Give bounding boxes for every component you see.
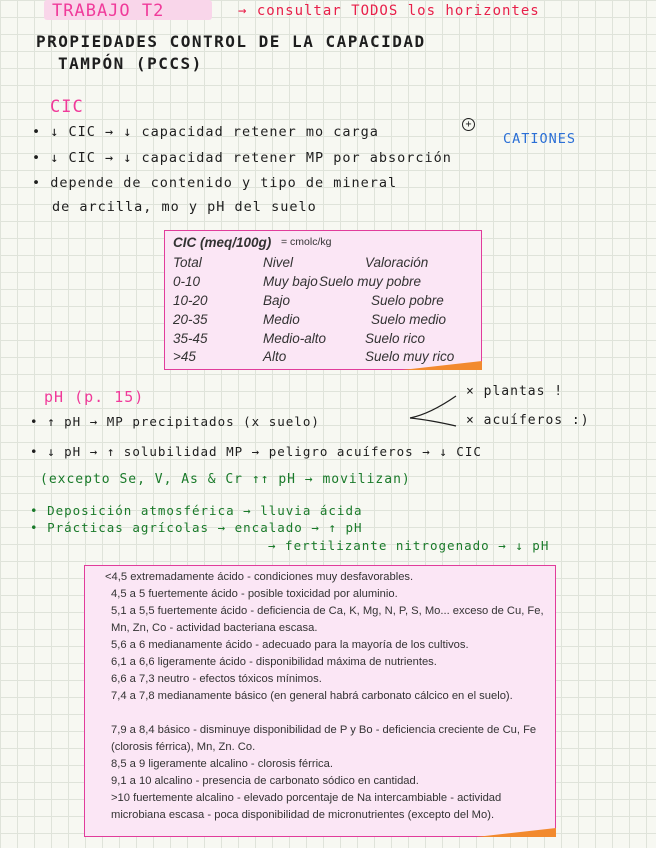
cic-cell-nivel: Alto bbox=[263, 349, 287, 364]
ph-branch-plantas: × plantas ! bbox=[466, 384, 564, 399]
cic-table-title-note: = cmolc/kg bbox=[281, 236, 332, 248]
cic-col-nivel: Nivel bbox=[263, 255, 294, 270]
table-corner-accent bbox=[476, 828, 556, 837]
bullet-dot: • bbox=[30, 414, 48, 429]
ph-table bbox=[84, 565, 556, 837]
cic-cell-total: >45 bbox=[173, 349, 196, 364]
cic-cell-valoracion: Suelo medio bbox=[371, 312, 447, 327]
cic-table bbox=[164, 230, 482, 370]
ph-line-5b: → fertilizante nitrogenado → ↓ pH bbox=[268, 538, 550, 553]
ph-heading: pH (p. 15) bbox=[44, 388, 145, 406]
cic-plus-marker: + bbox=[462, 118, 475, 131]
ph-line-2 bbox=[30, 444, 482, 459]
list-item: 6,1 a 6,6 ligeramente ácido - disponibilidad máxima de nutrientes. bbox=[111, 656, 437, 668]
cic-cell-valoracion: Suelo muy pobre bbox=[319, 274, 422, 289]
cic-cell-total: 0-10 bbox=[173, 274, 201, 289]
ph-branch-arrows bbox=[406, 392, 466, 432]
bullet-dot: • bbox=[30, 503, 48, 518]
cic-cell-nivel: Bajo bbox=[263, 293, 291, 308]
list-item: 6,6 a 7,3 neutro - efectos tóxicos mínimos. bbox=[111, 673, 322, 685]
bullet-dot: • bbox=[30, 444, 48, 459]
main-heading-line2: TAMPÓN (PCCS) bbox=[58, 54, 203, 73]
ph-line-5a bbox=[30, 520, 363, 535]
ph-line-text: Prácticas agrícolas → encalado → ↑ pH bbox=[47, 520, 363, 535]
bullet-dot: • bbox=[32, 124, 51, 140]
cic-bullet-2 bbox=[32, 150, 452, 166]
ph-line-text: Deposición atmosférica → lluvia ácida bbox=[47, 503, 363, 518]
cic-table-title: CIC (meq/100g) bbox=[173, 235, 272, 250]
list-item: >10 fuertemente alcalino - elevado porcentaje de Na intercambiable - actividad microbiana escasa - poca disponibilidad de micronutrientes (excepto del Mo). bbox=[111, 792, 502, 821]
list-item: 8,5 a 9 ligeramente alcalino - clorosis férrica. bbox=[111, 758, 333, 770]
cic-bullet-text: ↓ CIC → ↓ capacidad retener mo carga bbox=[50, 124, 379, 140]
cic-col-total: Total bbox=[173, 255, 202, 270]
list-item: 4,5 a 5 fuertemente ácido - posible toxicidad por aluminio. bbox=[111, 588, 398, 600]
table-corner-accent bbox=[402, 361, 482, 370]
cic-bullet-text: depende de contenido y tipo de mineral bbox=[50, 175, 398, 191]
cic-bullet-text: ↓ CIC → ↓ capacidad retener MP por absorción bbox=[50, 150, 452, 166]
list-item: 5,6 a 6 medianamente ácido - adecuado para la mayoría de los cultivos. bbox=[111, 639, 469, 651]
list-item: <4,5 extremadamente ácido - condiciones muy desfavorables. bbox=[105, 571, 414, 583]
cic-cell-nivel: Muy bajo bbox=[263, 274, 318, 289]
ph-line-1 bbox=[30, 414, 320, 429]
header-title: TRABAJO T2 bbox=[52, 1, 165, 21]
header-note: → consultar TODOS los horizontes bbox=[238, 3, 540, 19]
cic-bullet-1 bbox=[32, 124, 379, 140]
bullet-dot: • bbox=[30, 520, 48, 535]
cic-cell-total: 35-45 bbox=[173, 331, 208, 346]
main-heading-line1: PROPIEDADES CONTROL DE LA CAPACIDAD bbox=[36, 32, 426, 51]
list-item: 9,1 a 10 alcalino - presencia de carbonato sódico en cantidad. bbox=[111, 775, 419, 787]
cic-col-valoracion: Valoración bbox=[365, 255, 429, 270]
bullet-dot: • bbox=[32, 175, 51, 191]
list-item: 7,9 a 8,4 básico - disminuye disponibilidad de P y Bo - deficiencia creciente de Cu, Fe (clorosis férrica), Mn, Zn. Co. bbox=[111, 724, 537, 753]
cic-cationes-label: CATIONES bbox=[503, 131, 577, 147]
cic-cell-total: 10-20 bbox=[173, 293, 208, 308]
ph-line-text: ↓ pH → ↑ solubilidad MP → peligro acuíferos → ↓ CIC bbox=[47, 444, 482, 459]
cic-heading: CIC bbox=[50, 97, 84, 117]
list-item: 7,4 a 7,8 medianamente básico (en general habrá carbonato cálcico en el suelo). bbox=[111, 690, 513, 702]
cic-cell-nivel: Medio bbox=[263, 312, 300, 327]
cic-bullet-4: de arcilla, mo y pH del suelo bbox=[52, 199, 317, 215]
ph-branch-acuiferos: × acuíferos :) bbox=[466, 413, 590, 428]
cic-cell-total: 20-35 bbox=[173, 312, 208, 327]
ph-line-3: (excepto Se, V, As & Cr ↑↑ pH → movilizan) bbox=[40, 472, 411, 487]
cic-cell-valoracion: Suelo muy rico bbox=[365, 349, 455, 364]
ph-line-4 bbox=[30, 503, 363, 518]
list-item: 5,1 a 5,5 fuertemente ácido - deficiencia de Ca, K, Mg, N, P, S, Mo... exceso de Cu, Fe, Mn, Zn, Co - actividad bacteriana escasa. bbox=[111, 605, 544, 634]
cic-cell-valoracion: Suelo rico bbox=[365, 331, 426, 346]
cic-bullet-3 bbox=[32, 175, 397, 191]
ph-line-text: ↑ pH → MP precipitados (x suelo) bbox=[47, 414, 320, 429]
bullet-dot: • bbox=[32, 150, 51, 166]
cic-cell-nivel: Medio-alto bbox=[263, 331, 327, 346]
cic-cell-valoracion: Suelo pobre bbox=[371, 293, 444, 308]
